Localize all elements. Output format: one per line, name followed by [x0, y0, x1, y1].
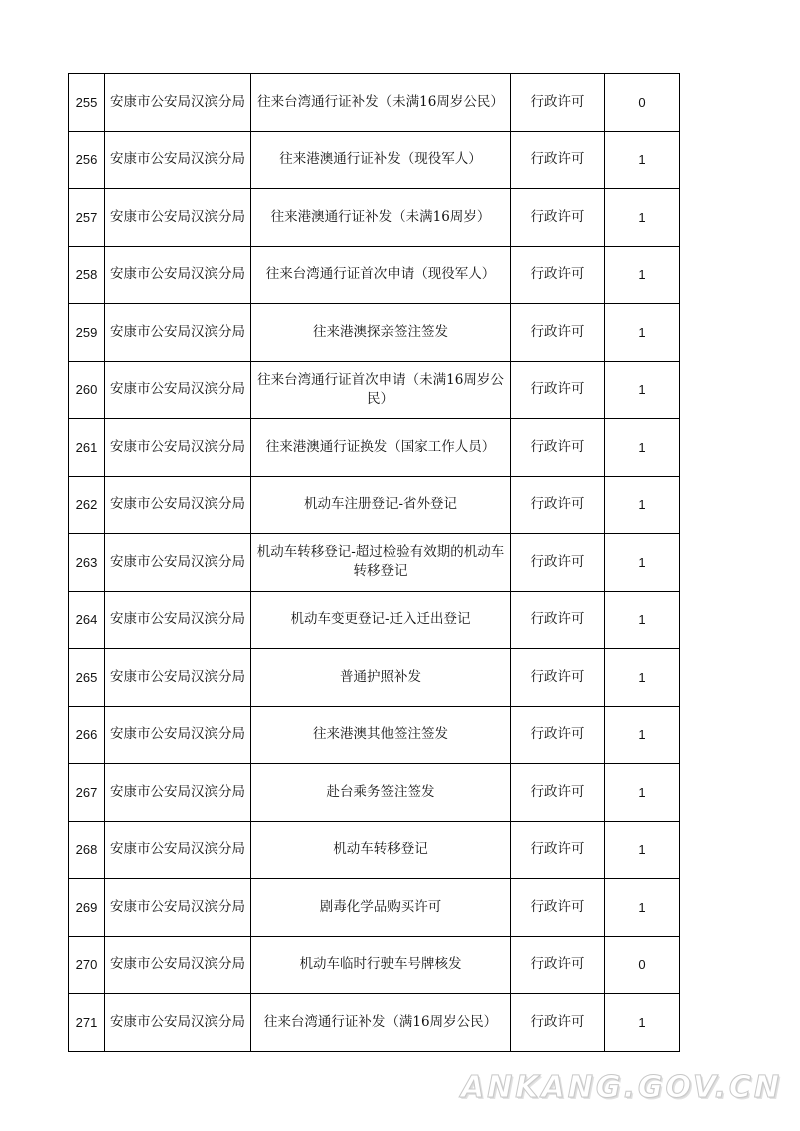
- table-row: [69, 591, 680, 649]
- department-cell: 安康市公安局汉滨分局: [105, 936, 251, 994]
- department-cell: 安康市公安局汉滨分局: [105, 246, 251, 304]
- data-table: [68, 73, 680, 1052]
- row-number-cell: 266: [69, 706, 105, 764]
- value-cell: 1: [605, 649, 680, 707]
- row-number-cell: 264: [69, 591, 105, 649]
- service-item-cell: 往来港澳通行证补发（未满16周岁）: [251, 189, 511, 247]
- value-cell: 1: [605, 764, 680, 822]
- category-cell: 行政许可: [511, 419, 605, 477]
- department-cell: 安康市公安局汉滨分局: [105, 361, 251, 419]
- service-item-cell: 往来港澳其他签注签发: [251, 706, 511, 764]
- category-cell: 行政许可: [511, 936, 605, 994]
- department-cell: 安康市公安局汉滨分局: [105, 131, 251, 189]
- category-cell: 行政许可: [511, 706, 605, 764]
- service-item-cell: 普通护照补发: [251, 649, 511, 707]
- row-number-cell: 255: [69, 74, 105, 132]
- table-row: [69, 419, 680, 477]
- row-number-cell: 263: [69, 534, 105, 592]
- row-number-cell: 270: [69, 936, 105, 994]
- row-number-cell: 256: [69, 131, 105, 189]
- site-watermark: ANKANG.GOV.CN: [460, 1070, 782, 1105]
- category-cell: 行政许可: [511, 246, 605, 304]
- row-number-cell: 268: [69, 821, 105, 879]
- service-item-cell: 剧毒化学品购买许可: [251, 879, 511, 937]
- value-cell: 1: [605, 246, 680, 304]
- category-cell: 行政许可: [511, 879, 605, 937]
- category-cell: 行政许可: [511, 764, 605, 822]
- value-cell: 1: [605, 189, 680, 247]
- table-row: [69, 131, 680, 189]
- category-cell: 行政许可: [511, 994, 605, 1052]
- value-cell: 1: [605, 476, 680, 534]
- department-cell: 安康市公安局汉滨分局: [105, 706, 251, 764]
- service-item-cell: 往来港澳通行证补发（现役军人）: [251, 131, 511, 189]
- value-cell: 1: [605, 994, 680, 1052]
- department-cell: 安康市公安局汉滨分局: [105, 591, 251, 649]
- department-cell: 安康市公安局汉滨分局: [105, 764, 251, 822]
- service-item-cell: 赴台乘务签注签发: [251, 764, 511, 822]
- service-item-cell: 往来台湾通行证补发（未满16周岁公民）: [251, 74, 511, 132]
- category-cell: 行政许可: [511, 361, 605, 419]
- row-number-cell: 257: [69, 189, 105, 247]
- table-row: [69, 361, 680, 419]
- service-item-cell: 往来港澳通行证换发（国家工作人员）: [251, 419, 511, 477]
- table-row: [69, 74, 680, 132]
- service-item-cell: 机动车变更登记-迁入迁出登记: [251, 591, 511, 649]
- category-cell: 行政许可: [511, 131, 605, 189]
- value-cell: 1: [605, 821, 680, 879]
- department-cell: 安康市公安局汉滨分局: [105, 476, 251, 534]
- department-cell: 安康市公安局汉滨分局: [105, 189, 251, 247]
- category-cell: 行政许可: [511, 476, 605, 534]
- service-item-cell: 机动车转移登记: [251, 821, 511, 879]
- table-row: [69, 706, 680, 764]
- table-row: [69, 534, 680, 592]
- department-cell: 安康市公安局汉滨分局: [105, 649, 251, 707]
- value-cell: 1: [605, 706, 680, 764]
- value-cell: 1: [605, 879, 680, 937]
- table-row: [69, 936, 680, 994]
- row-number-cell: 265: [69, 649, 105, 707]
- table-row: [69, 189, 680, 247]
- department-cell: 安康市公安局汉滨分局: [105, 879, 251, 937]
- service-item-cell: 往来台湾通行证首次申请（现役军人）: [251, 246, 511, 304]
- table-row: [69, 879, 680, 937]
- table-row: [69, 821, 680, 879]
- category-cell: 行政许可: [511, 189, 605, 247]
- service-item-cell: 往来台湾通行证补发（满16周岁公民）: [251, 994, 511, 1052]
- category-cell: 行政许可: [511, 534, 605, 592]
- category-cell: 行政许可: [511, 649, 605, 707]
- row-number-cell: 260: [69, 361, 105, 419]
- table-row: [69, 764, 680, 822]
- row-number-cell: 271: [69, 994, 105, 1052]
- value-cell: 1: [605, 131, 680, 189]
- service-item-cell: 机动车转移登记-超过检验有效期的机动车转移登记: [251, 534, 511, 592]
- department-cell: 安康市公安局汉滨分局: [105, 74, 251, 132]
- table-row: [69, 246, 680, 304]
- service-item-cell: 往来台湾通行证首次申请（未满16周岁公民）: [251, 361, 511, 419]
- category-cell: 行政许可: [511, 304, 605, 362]
- row-number-cell: 259: [69, 304, 105, 362]
- table-row: [69, 994, 680, 1052]
- table-row: [69, 304, 680, 362]
- row-number-cell: 261: [69, 419, 105, 477]
- category-cell: 行政许可: [511, 591, 605, 649]
- category-cell: 行政许可: [511, 821, 605, 879]
- value-cell: 1: [605, 304, 680, 362]
- value-cell: 1: [605, 419, 680, 477]
- department-cell: 安康市公安局汉滨分局: [105, 304, 251, 362]
- department-cell: 安康市公安局汉滨分局: [105, 994, 251, 1052]
- department-cell: 安康市公安局汉滨分局: [105, 534, 251, 592]
- row-number-cell: 269: [69, 879, 105, 937]
- row-number-cell: 267: [69, 764, 105, 822]
- service-item-cell: 往来港澳探亲签注签发: [251, 304, 511, 362]
- service-item-cell: 机动车临时行驶车号牌核发: [251, 936, 511, 994]
- value-cell: 1: [605, 534, 680, 592]
- department-cell: 安康市公安局汉滨分局: [105, 821, 251, 879]
- value-cell: 1: [605, 591, 680, 649]
- table-body: [69, 74, 680, 1052]
- table-row: [69, 476, 680, 534]
- value-cell: 0: [605, 936, 680, 994]
- value-cell: 0: [605, 74, 680, 132]
- category-cell: 行政许可: [511, 74, 605, 132]
- department-cell: 安康市公安局汉滨分局: [105, 419, 251, 477]
- table-row: [69, 649, 680, 707]
- row-number-cell: 262: [69, 476, 105, 534]
- value-cell: 1: [605, 361, 680, 419]
- row-number-cell: 258: [69, 246, 105, 304]
- service-item-cell: 机动车注册登记-省外登记: [251, 476, 511, 534]
